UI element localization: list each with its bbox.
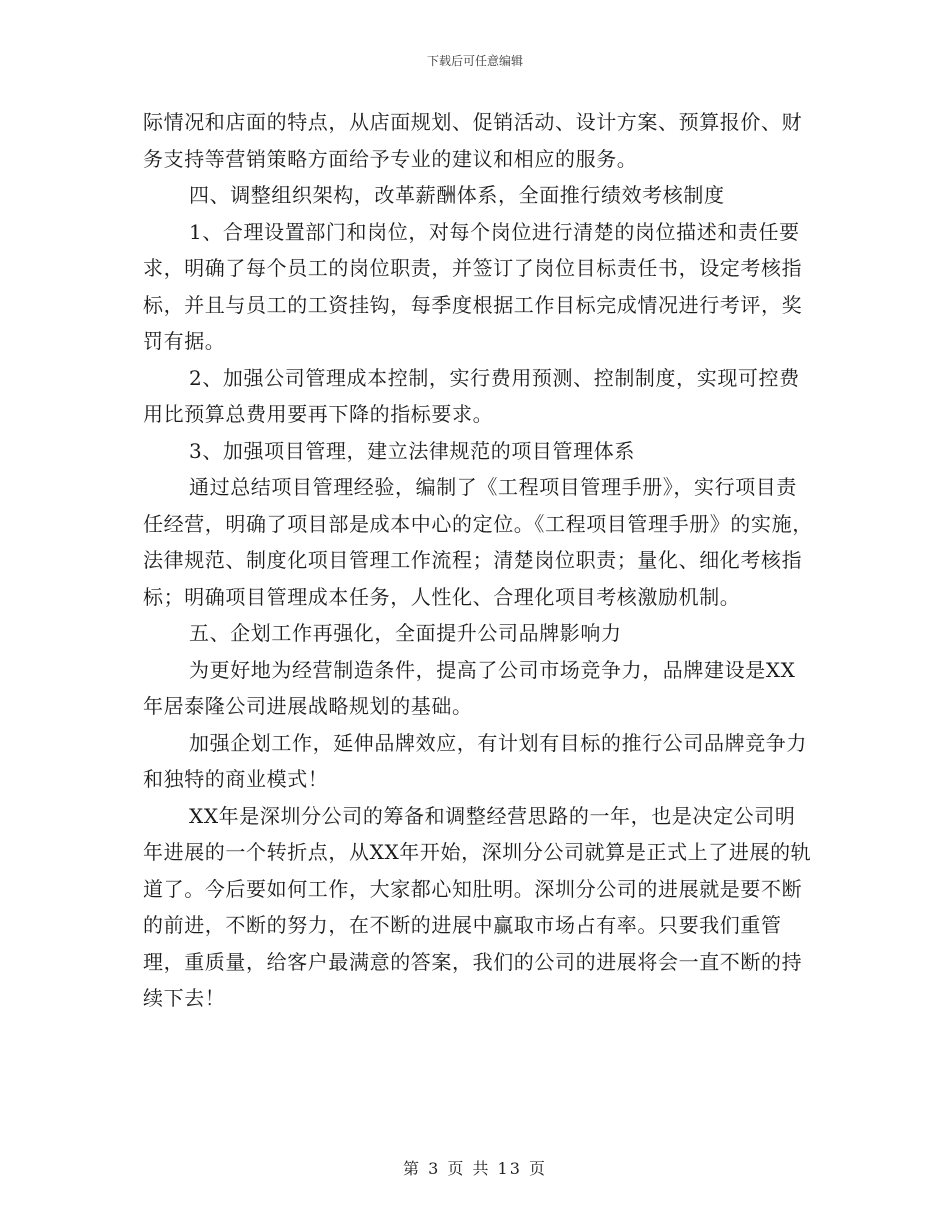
document-body [143,104,813,1017]
paragraph-planning: 加强企划工作，延伸品牌效应，有计划有目标的推行公司品牌竞争力和独特的商业模式！ [143,730,807,791]
section-heading-5: 五、企划工作再强化，全面提升公司品牌影响力 [189,621,622,645]
section-heading-4: 四、调整组织架构，改革薪酬体系，全面推行绩效考核制度 [189,183,725,207]
paragraph-item-2: 2、加强公司管理成本控制，实行费用预测、控制制度，实现可控费用比预算总费用要再下降的指标要求。 [143,365,800,426]
paragraph-1: 际情况和店面的特点，从店面规划、促销活动、设计方案、预算报价、财务支持等营销策略方面给予专业的建议和相应的服务。 [143,110,803,171]
paragraph-project-management: 通过总结项目管理经验，编制了《工程项目管理手册》，实行项目责任经营，明确了项目部是成本中心的定位。《工程项目管理手册》的实施，法律规范、制度化项目管理工作流程；清楚岗位职责；量化、细化考核指标；明确项目管理成本任务，人性化、合理化项目考核激励机制。 [143,475,813,609]
paragraph-item-3: 3、加强项目管理，建立法律规范的项目管理体系 [189,438,635,463]
paragraph-summary: XX年是深圳分公司的筹备和调整经营思路的一年，也是决定公司明年进展的一个转折点，从XX年开始，深圳分公司就算是正式上了进展的轨道了。今后要如何工作，大家都心知肚明。深圳分公司的进展就是要不断的前进，不断的努力，在不断的进展中赢取市场占有率。只要我们重管理，重质量，给客户最满意的答案，我们的公司的进展将会一直不断的持续下去！ [143,803,812,1010]
paragraph-brand: 为更好地为经营制造条件，提高了公司市场竞争力，品牌建设是XX年居泰隆公司进展战略规划的基础。 [143,657,796,718]
paragraph-item-1: 1、合理设置部门和岗位，对每个岗位进行清楚的岗位描述和责任要求，明确了每个员工的岗位职责，并签订了岗位目标责任书，设定考核指标，并且与员工的工资挂钩，每季度根据工作目标完成情况进行考评，奖罚有据。 [143,219,803,353]
page-footer: 第 3 页 共 13 页 [403,1159,547,1178]
page-header: 下载后可任意编辑 [426,54,523,68]
